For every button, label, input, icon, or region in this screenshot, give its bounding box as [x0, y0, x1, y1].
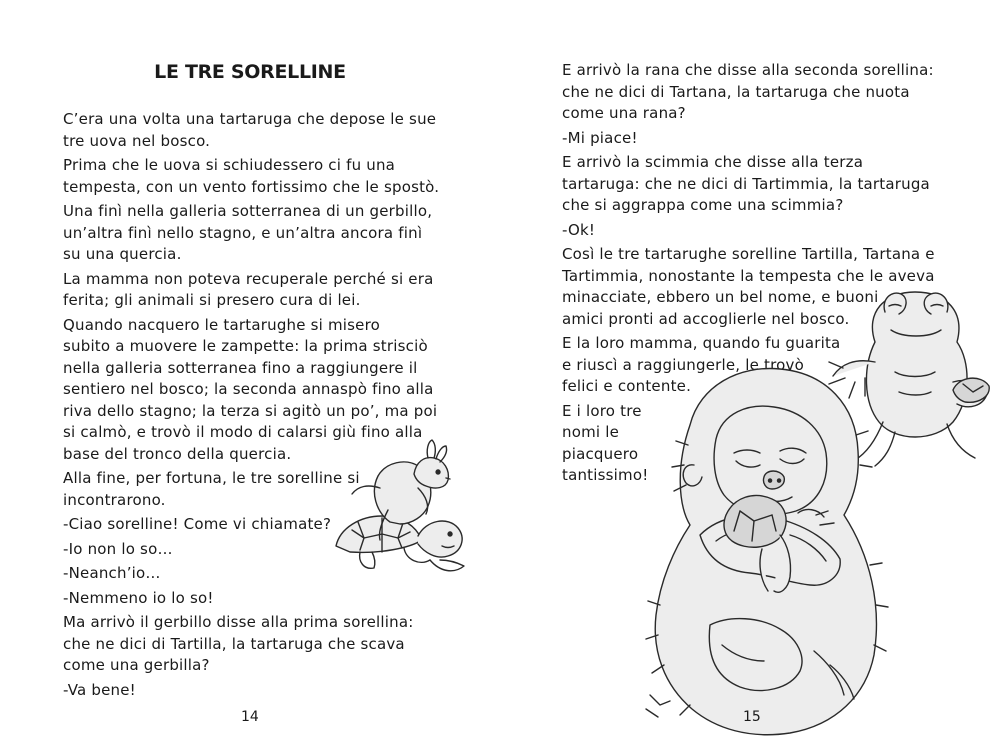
text-line: che ne dici di Tartana, la tartaruga che nuota	[562, 82, 910, 101]
text-line: minacciate, ebbero un bel nome, e buoni	[562, 288, 879, 306]
paragraph	[562, 152, 935, 217]
page-number-left: 14	[241, 709, 259, 725]
text-line: tre uova nel bosco.	[63, 131, 211, 150]
text-line: nomi le	[562, 423, 620, 441]
text-line: C’era una volta una tartaruga che depose le sue	[63, 110, 437, 128]
text-line: -Ok!	[562, 220, 596, 239]
left-page-text	[63, 109, 439, 704]
text-line: un’altra finì nello stagno, e un’altra ancora finì	[63, 223, 423, 242]
paragraph	[63, 315, 439, 466]
text-line: -Ciao sorelline! Come vi chiamate?	[63, 515, 332, 533]
text-line: piacquero	[562, 444, 639, 463]
text-line: -Mi piace!	[562, 128, 638, 147]
text-line: -Va bene!	[63, 680, 136, 699]
text-line: Una finì nella galleria sotterranea di un gerbillo,	[63, 202, 433, 220]
text-line: come una rana?	[562, 104, 686, 122]
text-line: Ma arrivò il gerbillo disse alla prima sorellina:	[63, 613, 414, 631]
gerbil-and-turtle-illustration	[330, 448, 475, 583]
text-line: Così le tre tartarughe sorelline Tartilla, Tartana e	[562, 245, 935, 263]
text-line: che ne dici di Tartilla, la tartaruga che scava	[63, 634, 405, 653]
paragraph	[63, 269, 439, 312]
paragraph	[562, 220, 935, 242]
text-line: sentiero nel bosco; la seconda annaspò fino alla	[63, 380, 434, 398]
text-line: che si aggrappa come una scimmia?	[562, 196, 844, 214]
paragraph	[63, 155, 439, 198]
page-number-right: 15	[743, 709, 761, 725]
text-line: tantissimo!	[562, 466, 649, 484]
monkey-holding-turtle-illustration	[630, 365, 910, 740]
text-line: -Neanch’io…	[63, 564, 161, 582]
text-line: amici pronti ad accoglierle nel bosco.	[562, 309, 850, 328]
story-title: LE TRE SORELLINE	[154, 61, 346, 83]
text-line: ferita; gli animali si presero cura di lei.	[63, 291, 361, 309]
paragraph	[63, 680, 439, 702]
text-line: si calmò, e trovò il modo di calarsi giù fino alla	[63, 423, 423, 441]
text-line: La mamma non poteva recuperale perché si era	[63, 269, 434, 288]
text-line: E arrivò la rana che disse alla seconda sorellina:	[562, 61, 934, 79]
text-line: subito a muovere le zampette: la prima strisciò	[63, 337, 428, 355]
paragraph	[63, 201, 439, 266]
text-line: incontrarono.	[63, 490, 166, 509]
text-line: E i loro tre	[562, 401, 642, 420]
text-line: Quando nacquero le tartarughe si misero	[63, 315, 381, 334]
text-line: e riuscì a raggiungerle, le trovò	[562, 355, 804, 374]
text-line: felici e contente.	[562, 377, 692, 395]
paragraph	[63, 588, 439, 610]
text-line: E la loro mamma, quando fu guarita	[562, 334, 841, 352]
text-line: riva dello stagno; la terza si agitò un po’, ma poi	[63, 401, 438, 420]
text-line: -Io non lo so…	[63, 539, 173, 558]
text-line: Prima che le uova si schiudessero ci fu una	[63, 156, 396, 174]
text-line: -Nemmeno io lo so!	[63, 588, 214, 607]
text-line: Tartimmia, nonostante la tempesta che le aveva	[562, 266, 935, 285]
paragraph	[63, 612, 439, 677]
text-line: nella galleria sotterranea fino a raggiungere il	[63, 358, 418, 377]
text-line: Alla fine, per fortuna, le tre sorelline si	[63, 469, 360, 487]
text-line: E arrivò la scimmia che disse alla terza	[562, 153, 864, 171]
paragraph	[562, 60, 935, 125]
paragraph	[63, 109, 439, 152]
text-line: tartaruga: che ne dici di Tartimmia, la tartaruga	[562, 174, 930, 193]
right-page	[500, 0, 1000, 750]
text-line: come una gerbilla?	[63, 656, 210, 674]
text-line: su una quercia.	[63, 245, 182, 263]
paragraph	[562, 128, 935, 150]
text-line: tempesta, con un vento fortissimo che le spostò.	[63, 177, 440, 196]
text-line: base del tronco della quercia.	[63, 444, 292, 463]
